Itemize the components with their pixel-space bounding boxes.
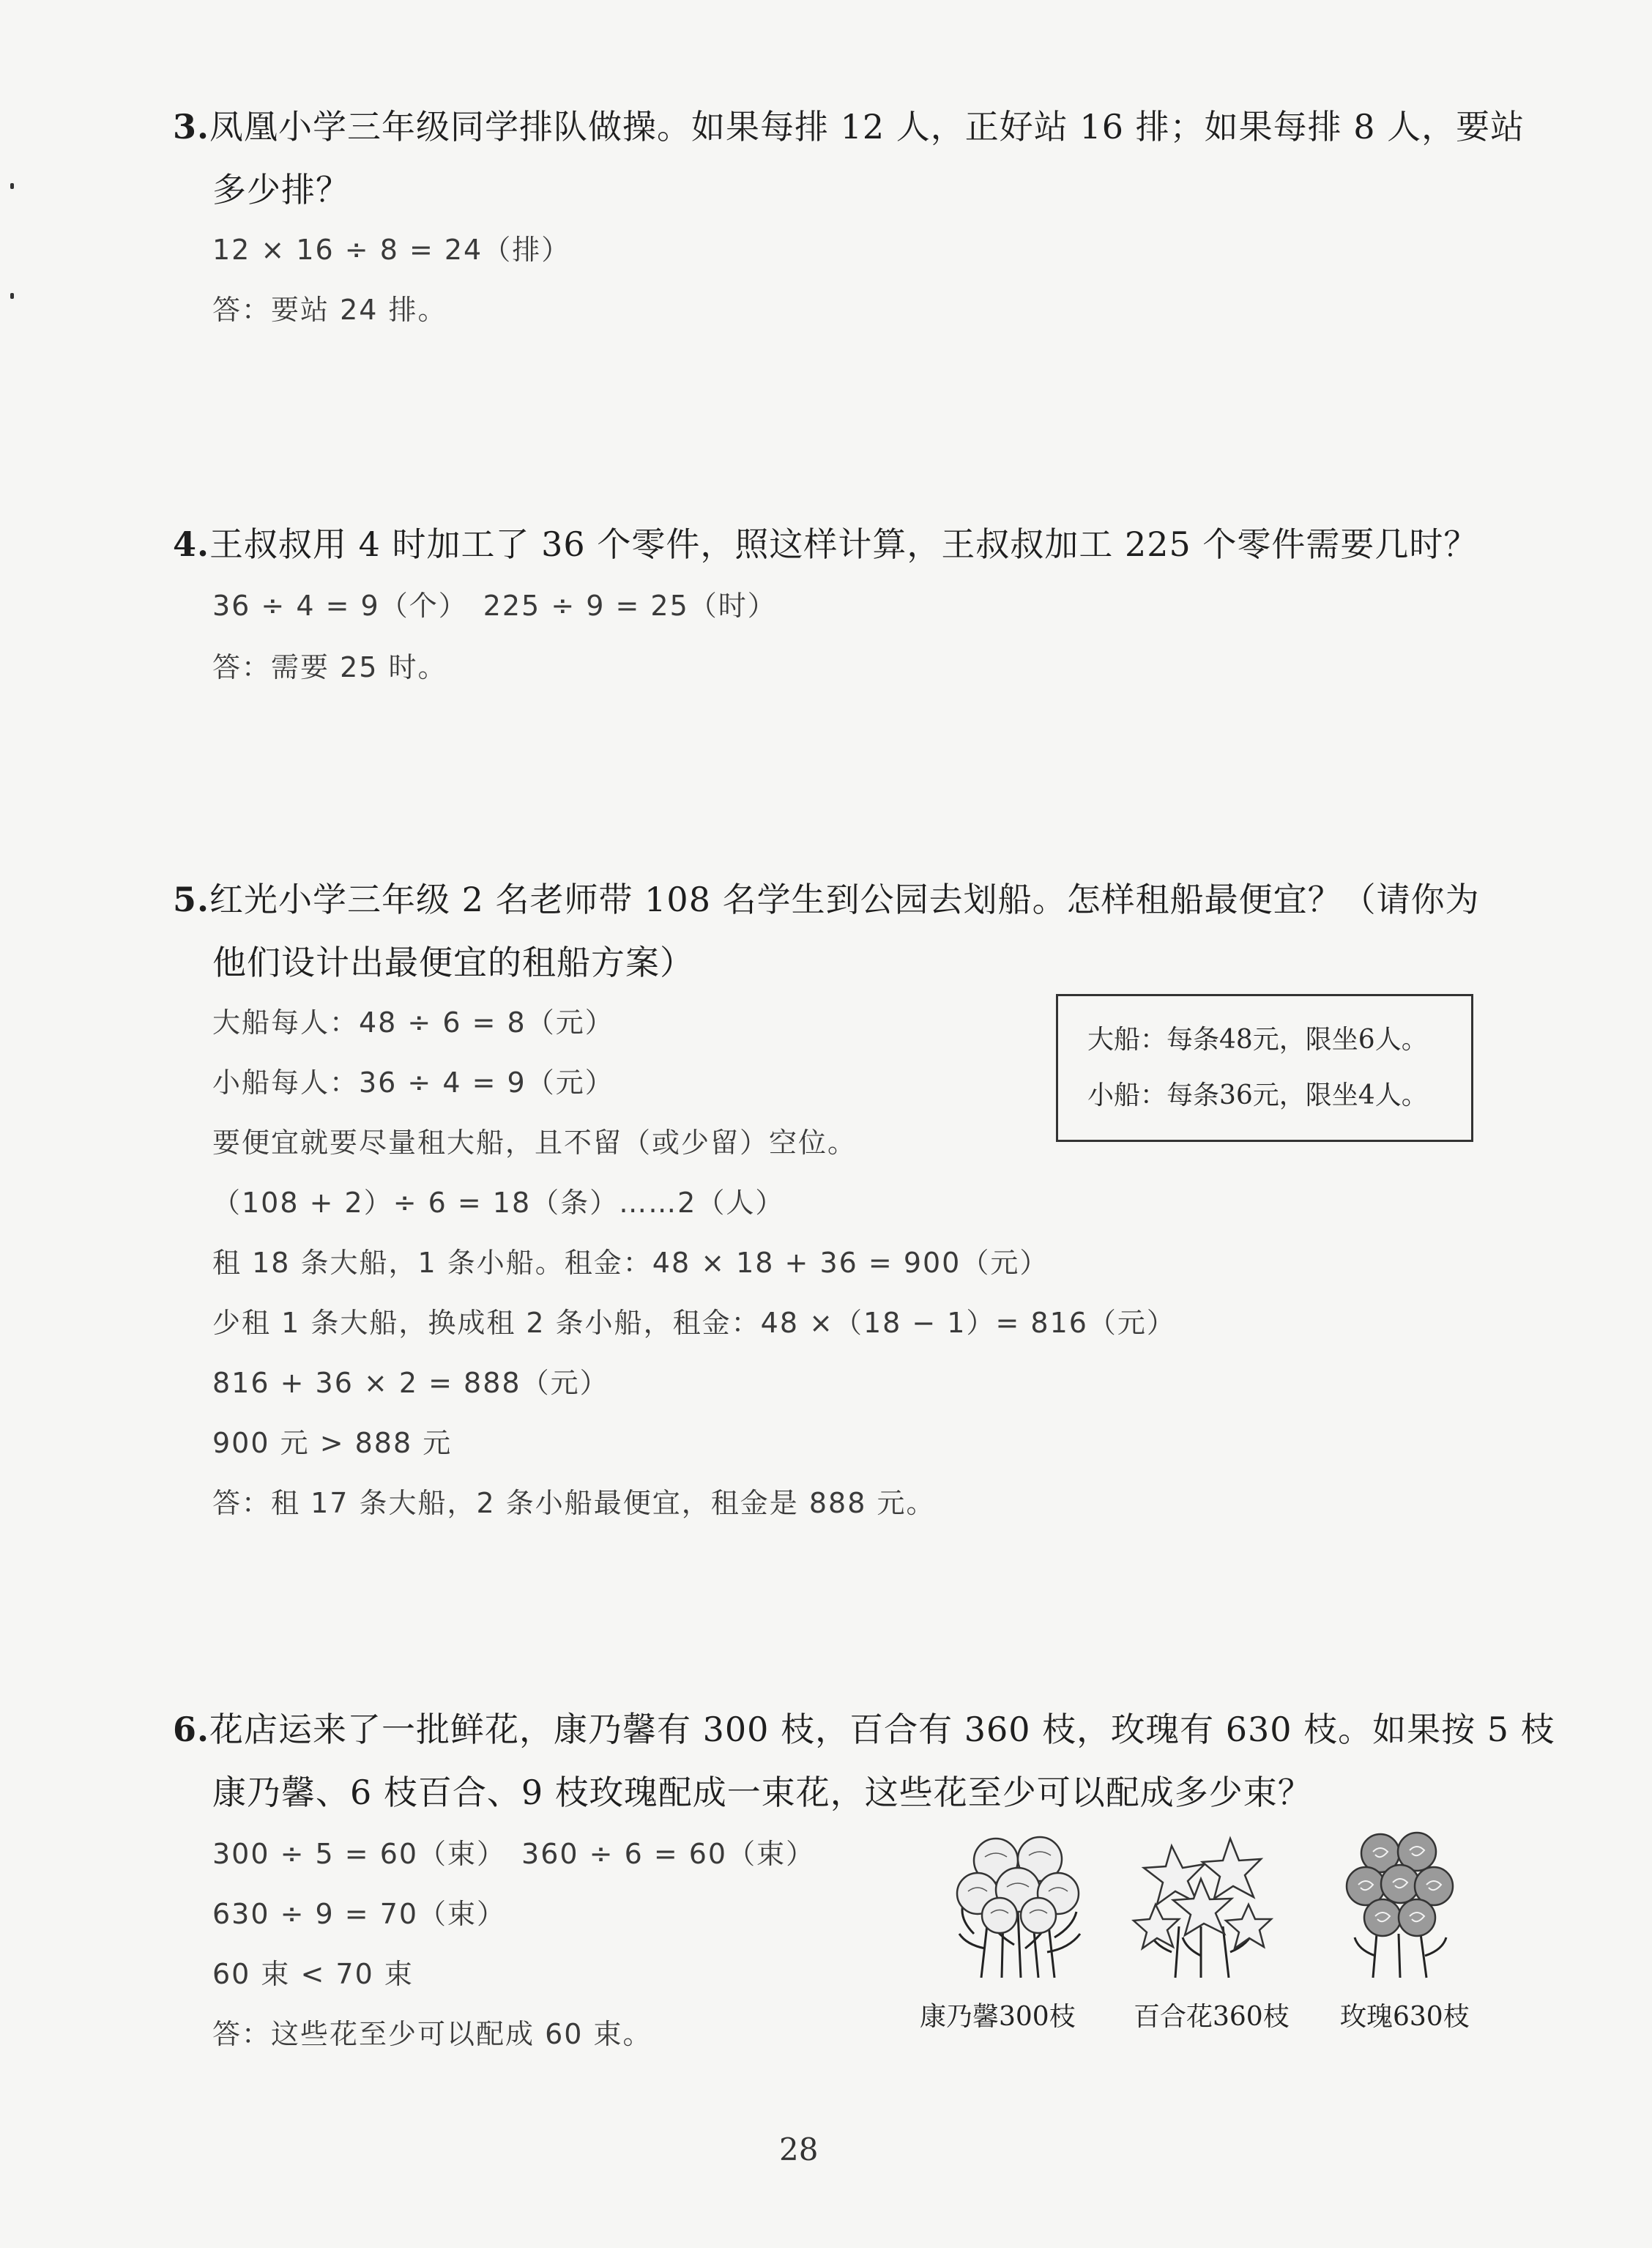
problem-number: 6. bbox=[173, 1710, 210, 1749]
question-line bbox=[173, 95, 1525, 158]
carnation-label: 康乃馨300枝 bbox=[920, 2002, 1076, 2032]
problem-number: 3. bbox=[173, 107, 210, 146]
question-text: 凤凰小学三年级同学排队做操。如果每排 12 人，正好站 16 排；如果每排 8 人，要站 bbox=[209, 107, 1525, 146]
lily-illustration bbox=[1128, 1824, 1274, 1981]
small-boat-price: 小船：每条36元，限坐4人。 bbox=[1087, 1080, 1428, 1110]
scan-speck bbox=[10, 183, 14, 189]
problem-4-question bbox=[173, 513, 1484, 576]
boat-price-box bbox=[1056, 994, 1473, 1142]
answer-line: 要便宜就要尽量租大船，且不留（或少留）空位。 bbox=[212, 1127, 857, 1159]
answer-line: 12 × 16 ÷ 8 = 24（排） bbox=[212, 234, 571, 266]
answer-line: 630 ÷ 9 = 70（束） bbox=[212, 1898, 507, 1930]
big-boat-price: 大船：每条48元，限坐6人。 bbox=[1087, 1025, 1428, 1055]
question-text: 红光小学三年级 2 名老师带 108 名学生到公园去划船。怎样租船最便宜？（请你为 bbox=[209, 880, 1480, 919]
problem-number: 5. bbox=[173, 880, 210, 919]
rose-label: 玫瑰630枝 bbox=[1340, 2002, 1470, 2032]
lily-label: 百合花360枝 bbox=[1134, 2002, 1290, 2032]
page-number: 28 bbox=[779, 2132, 819, 2167]
answer-line: 租 18 条大船，1 条小船。租金：48 × 18 + 36 = 900（元） bbox=[212, 1247, 1049, 1279]
problem-number: 4. bbox=[173, 524, 210, 564]
scan-speck bbox=[10, 293, 14, 299]
answer-line: 36 ÷ 4 = 9（个） 225 ÷ 9 = 25（时） bbox=[212, 590, 777, 622]
answer-line: （108 + 2）÷ 6 = 18（条）……2（人） bbox=[212, 1187, 785, 1219]
answer-line: 大船每人：48 ÷ 6 = 8（元） bbox=[212, 1006, 614, 1039]
answer-line: 60 束 < 70 束 bbox=[212, 1958, 414, 1990]
answer-line: 答：需要 25 时。 bbox=[212, 651, 447, 683]
answer-line: 小船每人：36 ÷ 4 = 9（元） bbox=[212, 1066, 614, 1099]
answer-line: 答：租 17 条大船，2 条小船最便宜，租金是 888 元。 bbox=[212, 1487, 936, 1519]
answer-line: 少租 1 条大船，换成租 2 条小船，租金：48 ×（18 − 1）= 816（元） bbox=[212, 1307, 1176, 1339]
problem-6-question bbox=[173, 1698, 1555, 1824]
answer-line: 答：要站 24 排。 bbox=[212, 294, 447, 326]
rose-illustration bbox=[1333, 1824, 1465, 1981]
question-line bbox=[173, 1698, 1555, 1761]
answer-line: 答：这些花至少可以配成 60 束。 bbox=[212, 2018, 652, 2050]
question-line: 康乃馨、6 枝百合、9 枝玫瑰配成一束花，这些花至少可以配成多少束？ bbox=[212, 1773, 1312, 1812]
question-text: 王叔叔用 4 时加工了 36 个零件，照这样计算，王叔叔加工 225 个零件需要几时？ bbox=[209, 524, 1478, 564]
answer-line: 300 ÷ 5 = 60（束） 360 ÷ 6 = 60（束） bbox=[212, 1838, 816, 1870]
carnation-illustration bbox=[945, 1824, 1091, 1981]
question-line: 多少排？ bbox=[212, 170, 350, 209]
answer-line: 816 + 36 × 2 = 888（元） bbox=[212, 1367, 609, 1399]
answer-line: 900 元 > 888 元 bbox=[212, 1427, 453, 1459]
question-line bbox=[173, 868, 1484, 931]
problem-5-question bbox=[173, 868, 1484, 994]
question-text: 花店运来了一批鲜花，康乃馨有 300 枝，百合有 360 枝，玫瑰有 630 枝。如果按 5 枝 bbox=[209, 1710, 1555, 1749]
problem-3-question bbox=[173, 95, 1525, 221]
question-line bbox=[173, 513, 1484, 576]
question-line: 他们设计出最便宜的租船方案） bbox=[212, 943, 694, 982]
